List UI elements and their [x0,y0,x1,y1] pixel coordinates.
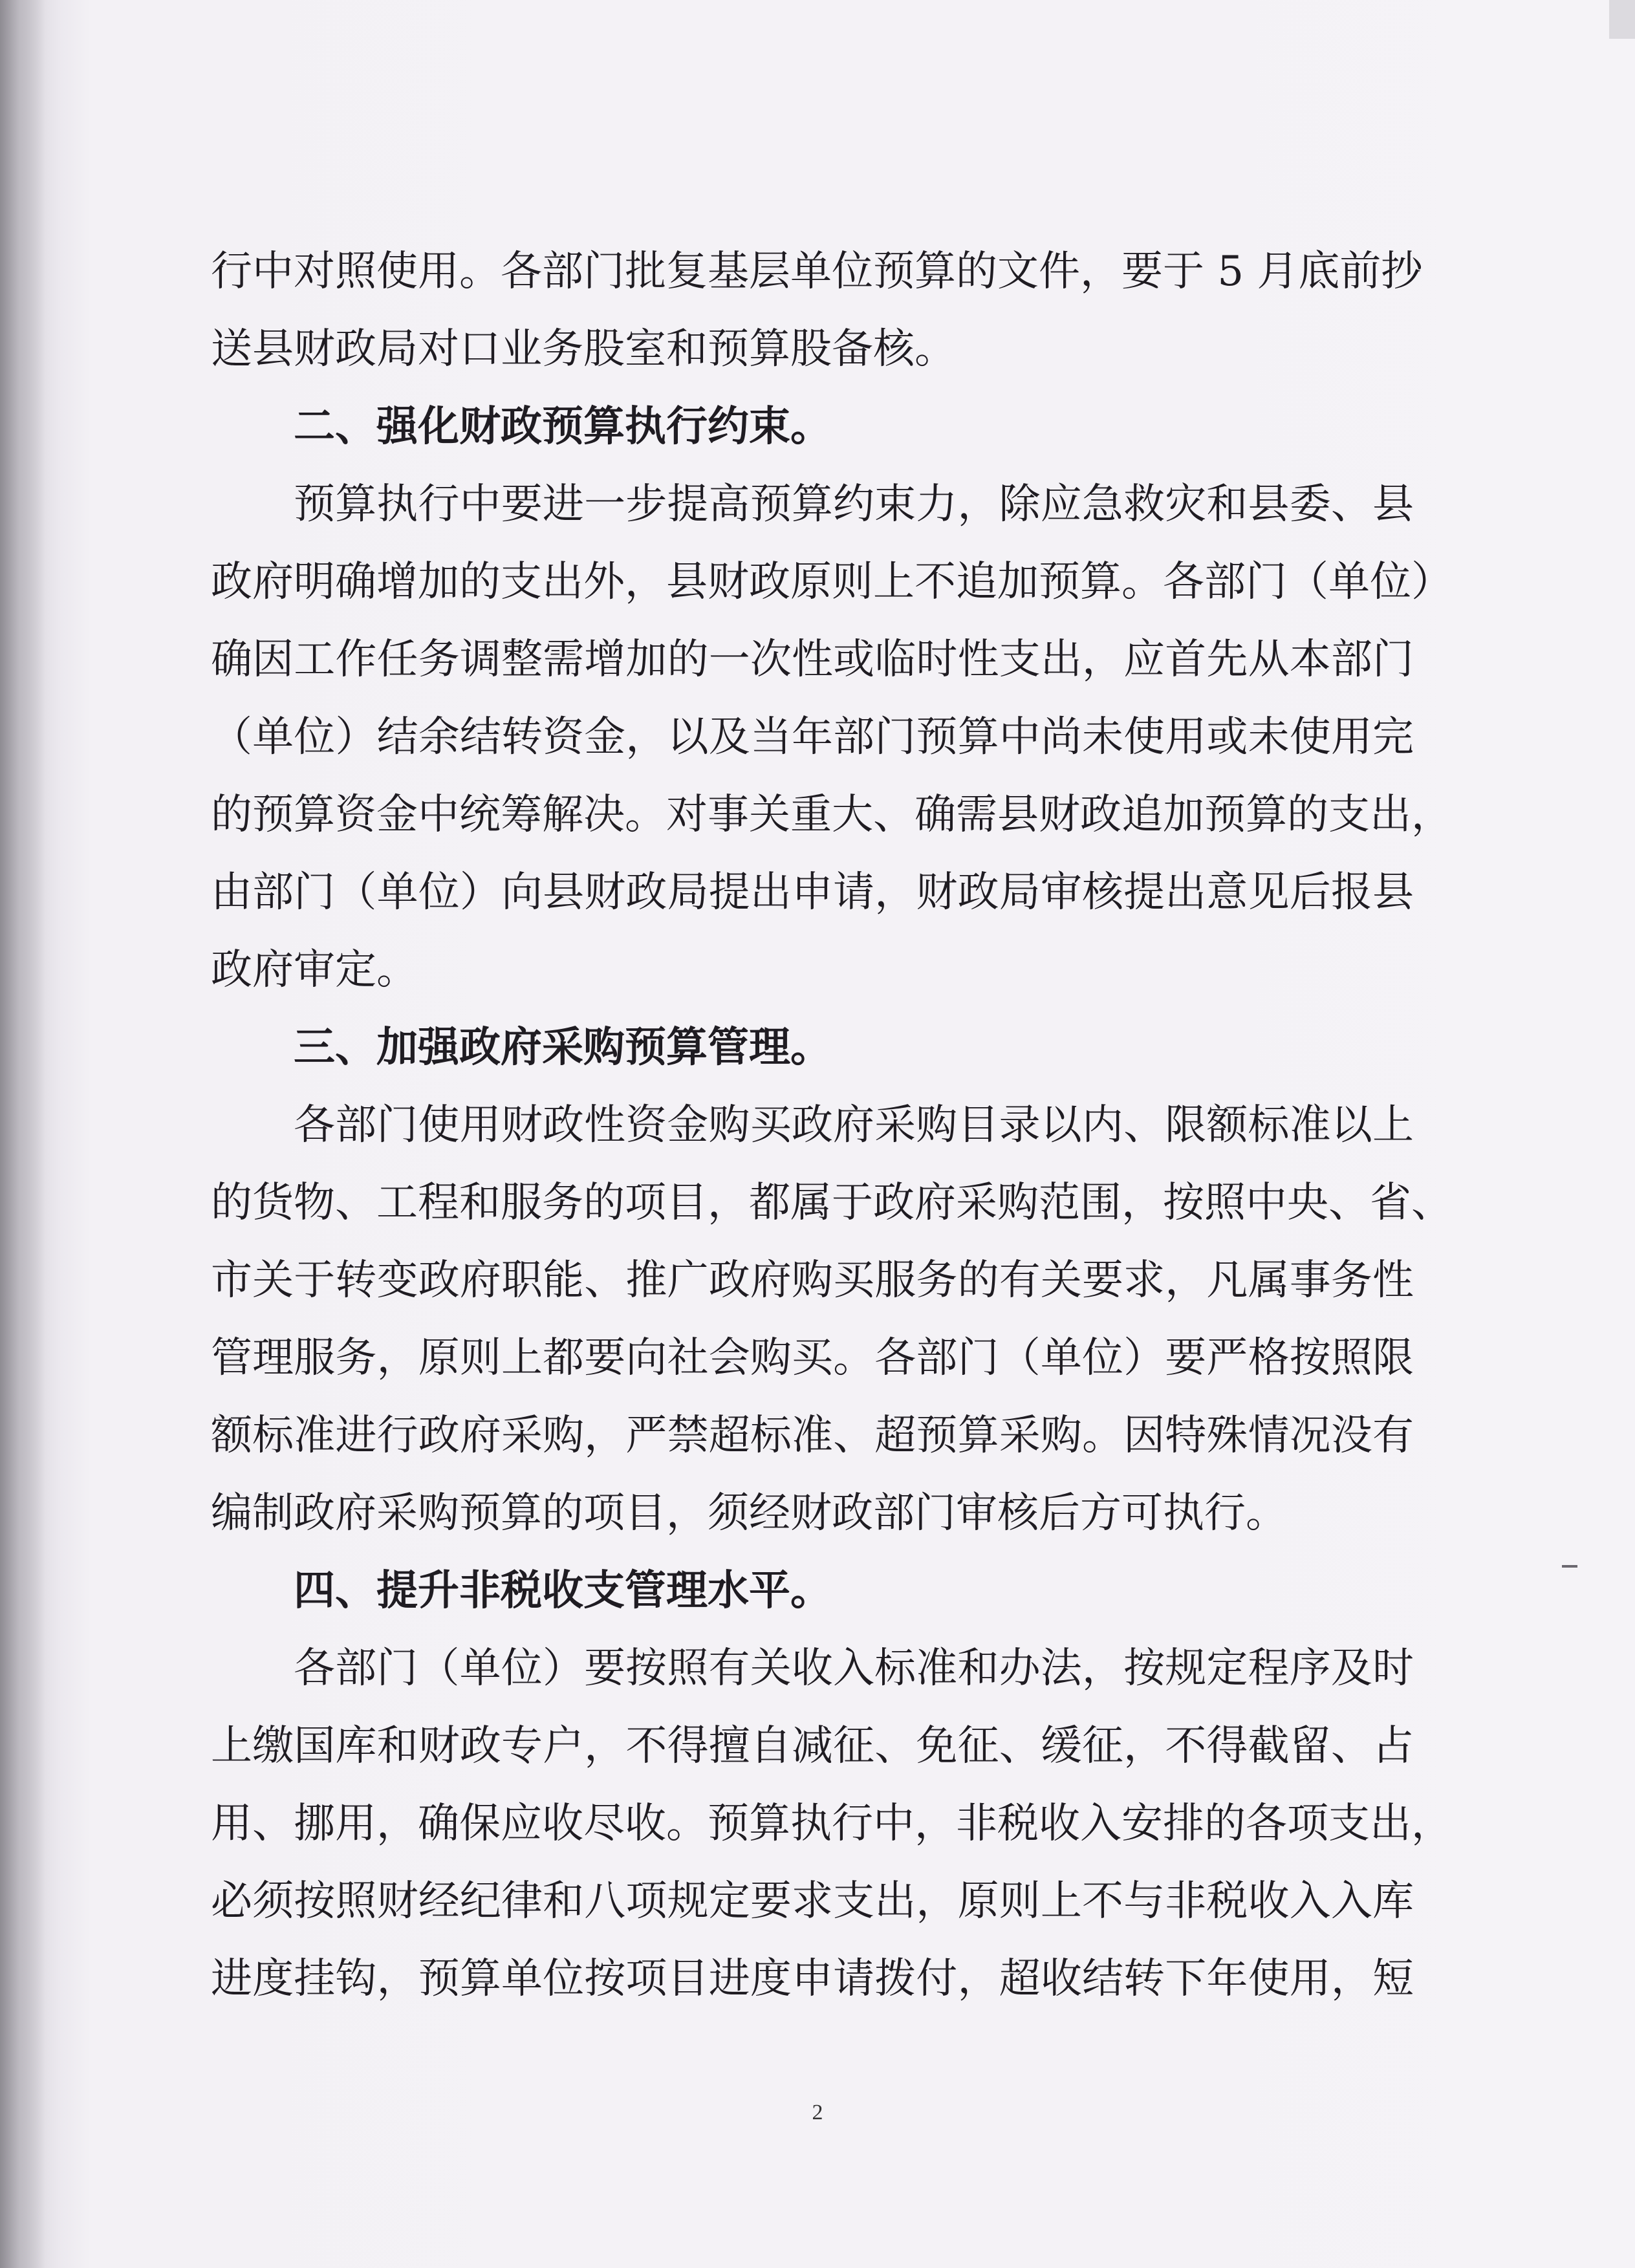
text-line: 行中对照使用。各部门批复基层单位预算的文件，要于 5 月底前抄 [211,248,1423,296]
text-line: 各部门（单位）要按照有关收入标准和办法，按规定程序及时 [294,1645,1414,1692]
text-line: 进度挂钩，预算单位按项目进度申请拨付，超收结转下年使用，短 [211,1955,1414,2003]
text-line: 必须按照财经纪律和八项规定要求支出，原则上不与非税收入入库 [211,1877,1414,1925]
section-heading: 二、强化财政预算执行约束。 [294,403,832,451]
text-line: 的预算资金中统筹解决。对事关重大、确需县财政追加预算的支出， [211,791,1453,839]
text-line: 管理服务，原则上都要向社会购买。各部门（单位）要严格按照限 [211,1334,1414,1382]
corner-mark [1609,0,1635,39]
text-line: 预算执行中要进一步提高预算约束力，除应急救灾和县委、县 [294,481,1414,528]
text-line: （单位）结余结转资金，以及当年部门预算中尚未使用或未使用完 [211,713,1414,761]
section-heading: 四、提升非税收支管理水平。 [294,1567,832,1615]
section-heading: 三、加强政府采购预算管理。 [294,1024,832,1072]
binding-shadow [0,0,45,2268]
text-line: 确因工作任务调整需增加的一次性或临时性支出，应首先从本部门 [211,636,1414,684]
text-line: 由部门（单位）向县财政局提出申请，财政局审核提出意见后报县 [211,869,1414,916]
text-line: 用、挪用，确保应收尽收。预算执行中，非税收入安排的各项支出， [211,1800,1453,1848]
text-line: 编制政府采购预算的项目，须经财政部门审核后方可执行。 [211,1489,1287,1537]
edge-mark [1562,1565,1577,1568]
text-line: 额标准进行政府采购，严禁超标准、超预算采购。因特殊情况没有 [211,1412,1414,1460]
page-number: 2 [812,2101,823,2124]
text-line: 政府审定。 [211,946,418,994]
text-line: 各部门使用财政性资金购买政府采购目录以内、限额标准以上 [294,1101,1414,1149]
text-line: 的货物、工程和服务的项目，都属于政府采购范围，按照中央、省、 [211,1179,1453,1227]
text-line: 上缴国库和财政专户，不得擅自减征、免征、缓征，不得截留、占 [211,1722,1414,1770]
text-line: 送县财政局对口业务股室和预算股备核。 [211,325,956,373]
text-line: 市关于转变政府职能、推广政府购买服务的有关要求，凡属事务性 [211,1257,1414,1304]
text-line: 政府明确增加的支出外，县财政原则上不追加预算。各部门（单位） [211,558,1453,606]
